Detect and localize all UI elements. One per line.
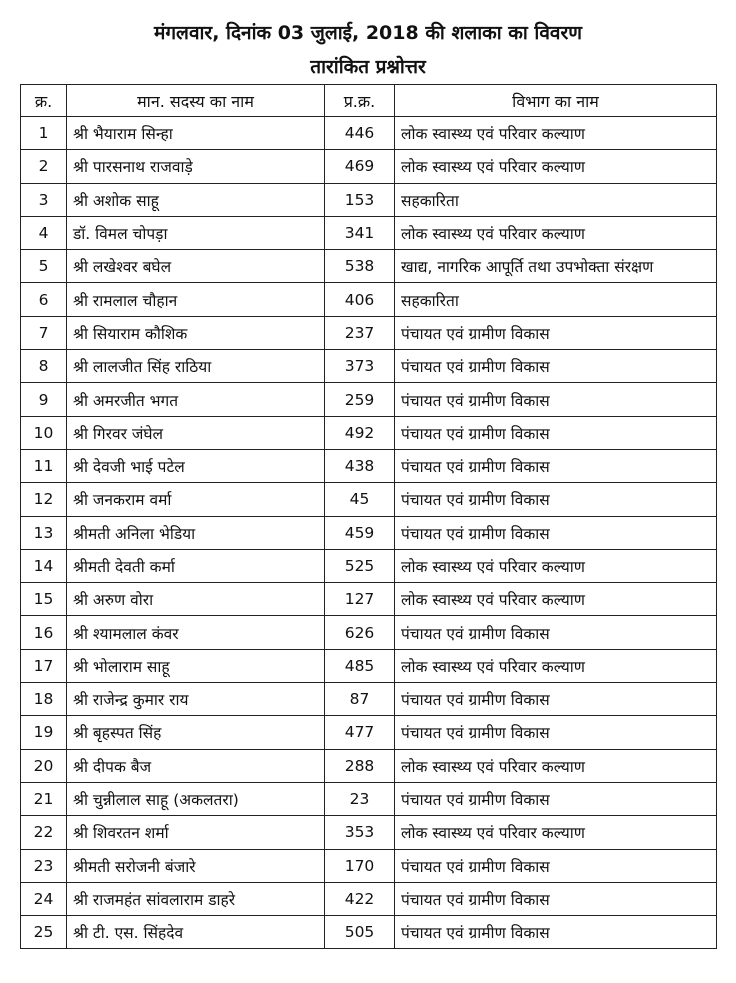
cell-serial: 23 [21, 849, 67, 882]
cell-member-name: श्रीमती अनिला भेडिया [67, 516, 325, 549]
cell-member-name: श्रीमती सरोजनी बंजारे [67, 849, 325, 882]
cell-question-number: 153 [325, 183, 395, 216]
cell-member-name: श्री लालजीत सिंह राठिया [67, 350, 325, 383]
cell-department: लोक स्वास्थ्य एवं परिवार कल्याण [395, 649, 717, 682]
cell-department: सहकारिता [395, 183, 717, 216]
cell-department: पंचायत एवं ग्रामीण विकास [395, 516, 717, 549]
cell-member-name: श्री पारसनाथ राजवाड़े [67, 150, 325, 183]
table-row [21, 749, 717, 782]
cell-question-number: 341 [325, 216, 395, 249]
cell-serial: 7 [21, 316, 67, 349]
cell-question-number: 127 [325, 583, 395, 616]
cell-member-name: श्री भोलाराम साहू [67, 649, 325, 682]
table-row [21, 816, 717, 849]
cell-serial: 17 [21, 649, 67, 682]
cell-department: पंचायत एवं ग्रामीण विकास [395, 782, 717, 815]
cell-serial: 6 [21, 283, 67, 316]
table-row [21, 849, 717, 882]
table-row [21, 483, 717, 516]
cell-serial: 12 [21, 483, 67, 516]
cell-serial: 9 [21, 383, 67, 416]
cell-question-number: 237 [325, 316, 395, 349]
cell-department: पंचायत एवं ग्रामीण विकास [395, 882, 717, 915]
table-row [21, 449, 717, 482]
cell-question-number: 505 [325, 916, 395, 949]
cell-department: पंचायत एवं ग्रामीण विकास [395, 683, 717, 716]
cell-serial: 5 [21, 250, 67, 283]
cell-member-name: श्री गिरवर जंघेल [67, 416, 325, 449]
page-subtitle: तारांकित प्रश्नोत्तर [310, 56, 426, 78]
table-row [21, 549, 717, 582]
cell-department: खाद्य, नागरिक आपूर्ति तथा उपभोक्ता संरक्षण [395, 250, 717, 283]
table-row [21, 716, 717, 749]
cell-member-name: श्री दीपक बैज [67, 749, 325, 782]
cell-member-name: श्री बृहस्पत सिंह [67, 716, 325, 749]
table-row [21, 583, 717, 616]
cell-question-number: 525 [325, 549, 395, 582]
table-body [21, 117, 717, 949]
table-row [21, 150, 717, 183]
cell-department: पंचायत एवं ग्रामीण विकास [395, 383, 717, 416]
table-row [21, 216, 717, 249]
cell-question-number: 406 [325, 283, 395, 316]
cell-member-name: श्री अमरजीत भगत [67, 383, 325, 416]
cell-member-name: श्री देवजी भाई पटेल [67, 449, 325, 482]
cell-member-name: श्री जनकराम वर्मा [67, 483, 325, 516]
cell-member-name: श्री अरुण वोरा [67, 583, 325, 616]
cell-serial: 1 [21, 117, 67, 150]
cell-department: पंचायत एवं ग्रामीण विकास [395, 416, 717, 449]
table-row [21, 250, 717, 283]
cell-department: पंचायत एवं ग्रामीण विकास [395, 849, 717, 882]
cell-department: लोक स्वास्थ्य एवं परिवार कल्याण [395, 749, 717, 782]
cell-question-number: 23 [325, 782, 395, 815]
table-row [21, 117, 717, 150]
cell-serial: 4 [21, 216, 67, 249]
cell-department: लोक स्वास्थ्य एवं परिवार कल्याण [395, 583, 717, 616]
cell-member-name: श्री अशोक साहू [67, 183, 325, 216]
cell-question-number: 446 [325, 117, 395, 150]
cell-question-number: 485 [325, 649, 395, 682]
cell-department: पंचायत एवं ग्रामीण विकास [395, 616, 717, 649]
cell-department: सहकारिता [395, 283, 717, 316]
cell-question-number: 538 [325, 250, 395, 283]
questions-table [20, 84, 717, 949]
cell-serial: 10 [21, 416, 67, 449]
table-header-row [21, 85, 717, 117]
table-row [21, 316, 717, 349]
cell-question-number: 87 [325, 683, 395, 716]
cell-department: लोक स्वास्थ्य एवं परिवार कल्याण [395, 150, 717, 183]
cell-question-number: 459 [325, 516, 395, 549]
table-row [21, 283, 717, 316]
cell-member-name: श्री राजमहंत सांवलाराम डाहरे [67, 882, 325, 915]
column-header-department: विभाग का नाम [395, 85, 717, 117]
cell-question-number: 422 [325, 882, 395, 915]
cell-serial: 11 [21, 449, 67, 482]
cell-question-number: 259 [325, 383, 395, 416]
cell-serial: 3 [21, 183, 67, 216]
cell-department: पंचायत एवं ग्रामीण विकास [395, 449, 717, 482]
cell-member-name: श्री टी. एस. सिंहदेव [67, 916, 325, 949]
cell-question-number: 477 [325, 716, 395, 749]
table-row [21, 683, 717, 716]
cell-serial: 15 [21, 583, 67, 616]
cell-question-number: 353 [325, 816, 395, 849]
cell-question-number: 626 [325, 616, 395, 649]
page-title: मंगलवार, दिनांक 03 जुलाई, 2018 की शलाका का विवरण [154, 22, 582, 44]
cell-serial: 13 [21, 516, 67, 549]
cell-serial: 2 [21, 150, 67, 183]
cell-serial: 21 [21, 782, 67, 815]
cell-department: पंचायत एवं ग्रामीण विकास [395, 916, 717, 949]
cell-question-number: 469 [325, 150, 395, 183]
cell-question-number: 373 [325, 350, 395, 383]
table-row [21, 516, 717, 549]
cell-department: लोक स्वास्थ्य एवं परिवार कल्याण [395, 549, 717, 582]
cell-serial: 18 [21, 683, 67, 716]
cell-department: लोक स्वास्थ्य एवं परिवार कल्याण [395, 816, 717, 849]
cell-serial: 8 [21, 350, 67, 383]
cell-question-number: 438 [325, 449, 395, 482]
cell-member-name: डॉ. विमल चोपड़ा [67, 216, 325, 249]
cell-question-number: 288 [325, 749, 395, 782]
table-row [21, 649, 717, 682]
table-row [21, 350, 717, 383]
column-header-member-name: मान. सदस्य का नाम [67, 85, 325, 117]
cell-serial: 14 [21, 549, 67, 582]
cell-question-number: 170 [325, 849, 395, 882]
column-header-question-number: प्र.क्र. [325, 85, 395, 117]
cell-member-name: श्री रामलाल चौहान [67, 283, 325, 316]
table-row [21, 183, 717, 216]
cell-question-number: 45 [325, 483, 395, 516]
table-row [21, 916, 717, 949]
column-header-serial: क्र. [21, 85, 67, 117]
cell-member-name: श्री शिवरतन शर्मा [67, 816, 325, 849]
cell-department: पंचायत एवं ग्रामीण विकास [395, 350, 717, 383]
cell-member-name: श्रीमती देवती कर्मा [67, 549, 325, 582]
cell-member-name: श्री चुन्नीलाल साहू (अकलतरा) [67, 782, 325, 815]
cell-department: पंचायत एवं ग्रामीण विकास [395, 316, 717, 349]
cell-serial: 19 [21, 716, 67, 749]
cell-department: लोक स्वास्थ्य एवं परिवार कल्याण [395, 216, 717, 249]
table-row [21, 882, 717, 915]
cell-member-name: श्री राजेन्द्र कुमार राय [67, 683, 325, 716]
table-row [21, 782, 717, 815]
cell-question-number: 492 [325, 416, 395, 449]
cell-serial: 20 [21, 749, 67, 782]
cell-serial: 25 [21, 916, 67, 949]
table-row [21, 416, 717, 449]
cell-serial: 16 [21, 616, 67, 649]
table-row [21, 383, 717, 416]
cell-serial: 22 [21, 816, 67, 849]
table-row [21, 616, 717, 649]
cell-member-name: श्री भैयाराम सिन्हा [67, 117, 325, 150]
cell-department: पंचायत एवं ग्रामीण विकास [395, 483, 717, 516]
cell-department: लोक स्वास्थ्य एवं परिवार कल्याण [395, 117, 717, 150]
cell-member-name: श्री सियाराम कौशिक [67, 316, 325, 349]
cell-serial: 24 [21, 882, 67, 915]
cell-department: पंचायत एवं ग्रामीण विकास [395, 716, 717, 749]
cell-member-name: श्री श्यामलाल कंवर [67, 616, 325, 649]
cell-member-name: श्री लखेश्वर बघेल [67, 250, 325, 283]
